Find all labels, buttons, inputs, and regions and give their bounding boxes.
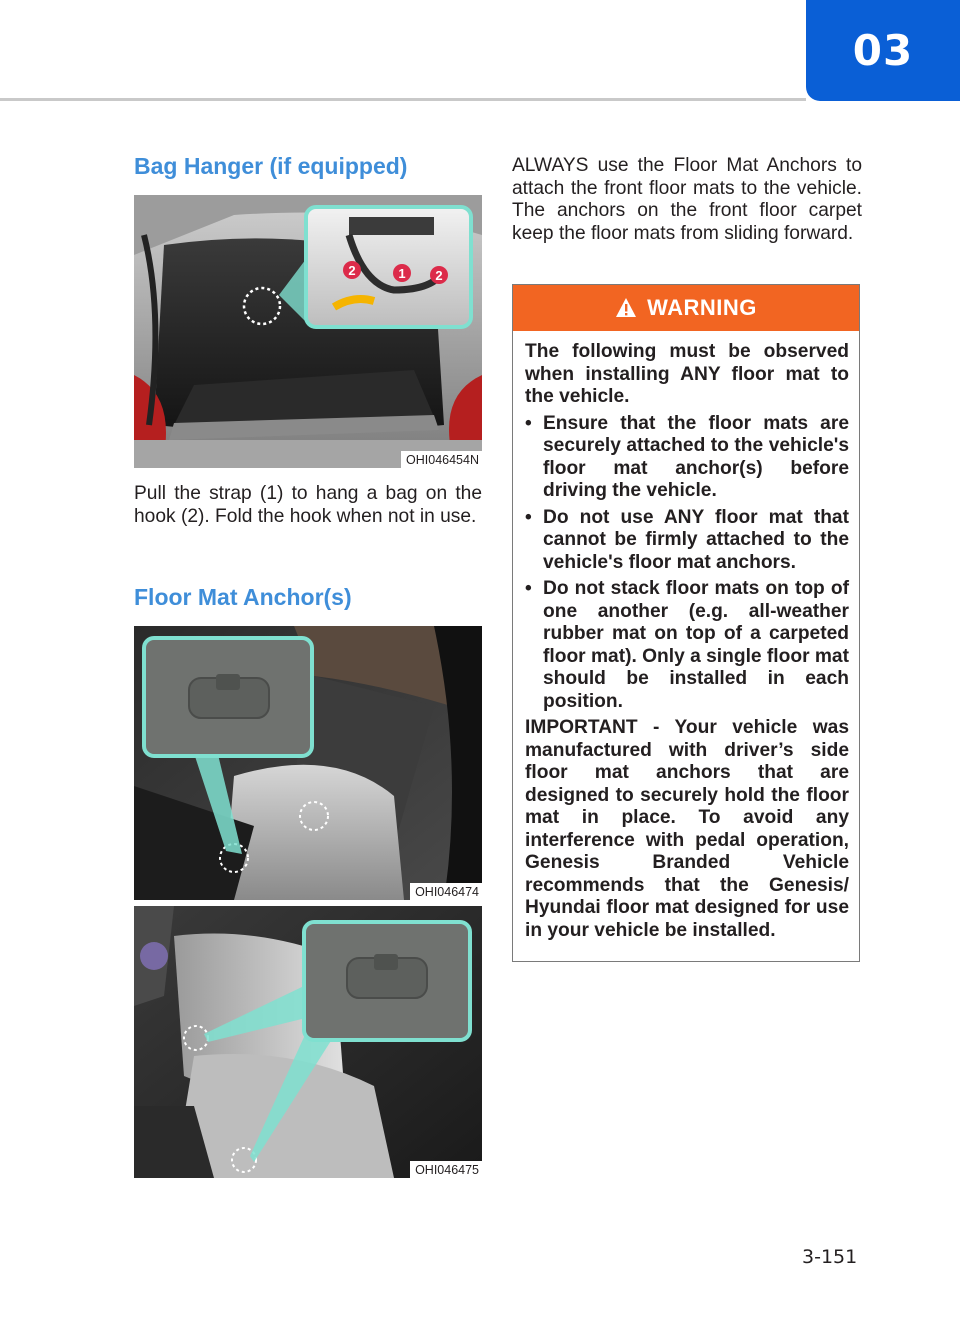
front-interior-photo <box>134 626 482 900</box>
front-image-code: OHI046474 <box>410 883 482 900</box>
bag-hanger-heading: Bag Hanger (if equipped) <box>134 153 408 179</box>
warning-important: IMPORTANT - Your vehicle was manufactured with driver’s side floor mat anchors that are designed to securely hold the floor mat in place. To avoid any interference with pedal operation, Genesis Branded Vehicle recommends that the Genesis/ Hyundai floor mat designed for use in your vehicle be installed. <box>525 717 849 941</box>
header-rule <box>0 98 806 101</box>
warning-lead: The following must be observed when installing ANY floor mat to the vehicle. <box>525 341 849 407</box>
chapter-tab <box>806 0 960 101</box>
rear-interior-photo <box>134 906 482 1178</box>
warning-title: WARNING <box>647 295 757 320</box>
warning-bullet: • Do not use ANY floor mat that cannot be firmly attached to the vehicle's floor mat anchors. <box>525 507 849 575</box>
rear-anchor-illustration <box>134 906 482 1178</box>
warning-header <box>513 285 859 331</box>
warning-bullet: • Ensure that the floor mats are securely attached to the vehicle's floor mat anchor(s) before driving the vehicle. <box>525 413 849 503</box>
rear-image-code: OHI046475 <box>410 1161 482 1178</box>
warning-bullet-list <box>525 413 849 714</box>
trunk-photo <box>134 195 482 468</box>
chapter-number: 03 <box>852 26 914 75</box>
callout-1: 1 <box>398 266 406 281</box>
bag-hanger-image-code: OHI046454N <box>401 451 482 468</box>
bag-hanger-illustration <box>134 195 482 468</box>
bag-hanger-text: Pull the strap (1) to hang a bag on the hook (2). Fold the hook when not in use. <box>134 483 482 527</box>
callout-2-left: 2 <box>348 263 356 278</box>
page-number: 3-151 <box>802 1246 858 1268</box>
warning-box <box>512 284 860 962</box>
warning-triangle-icon <box>615 297 637 319</box>
warning-body <box>513 331 859 942</box>
floor-mat-intro-text: ALWAYS use the Floor Mat Anchors to attach the front floor mats to the vehicle. The anchors on the front floor carpet keep the floor mats from sliding forward. <box>512 155 862 244</box>
floor-mat-heading: Floor Mat Anchor(s) <box>134 584 352 610</box>
callout-2-right: 2 <box>435 268 443 283</box>
front-anchor-illustration <box>134 626 482 900</box>
warning-bullet: • Do not stack floor mats on top of one another (e.g. all-weather rubber mat on top of a carpeted floor mat). Only a single floor mat should be installed in each position. <box>525 578 849 713</box>
